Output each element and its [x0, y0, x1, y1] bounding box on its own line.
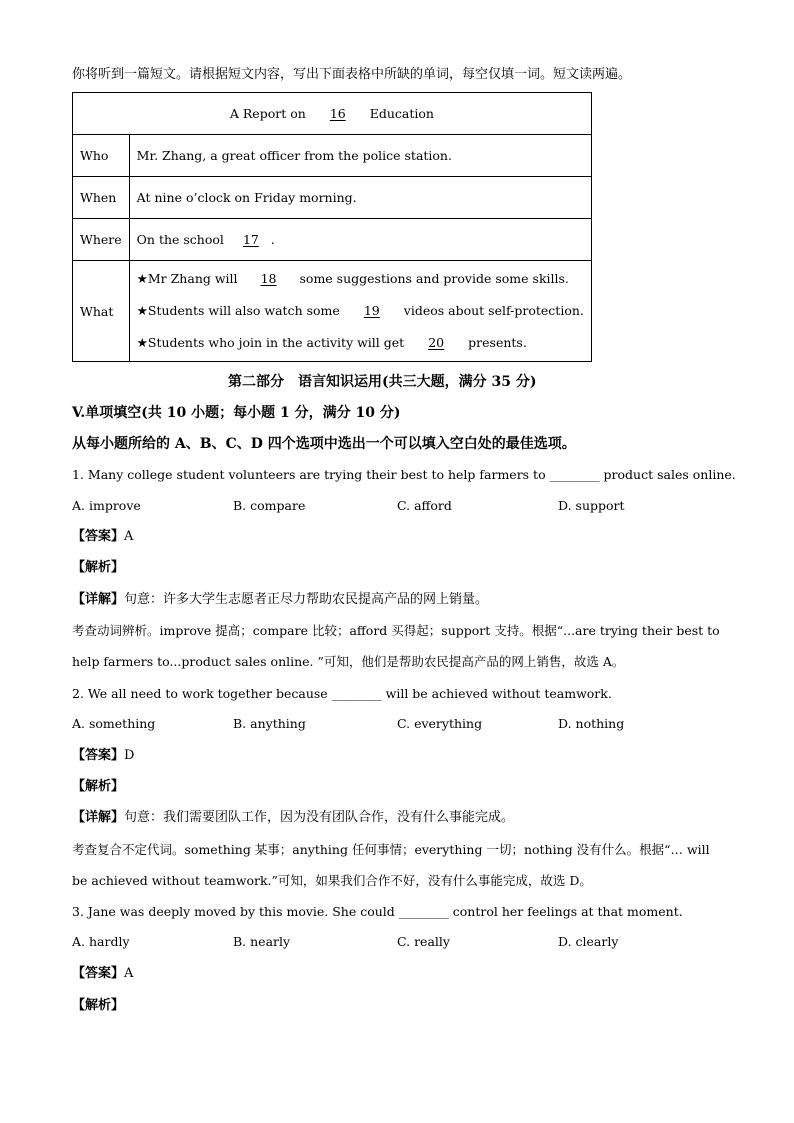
q3-answer: 【答案】A — [72, 966, 134, 981]
q2-explain-2: be achieved without teamwork.”可知，如果我们合作不好，没有什么事能完成，故选 D。 — [72, 873, 592, 888]
intro-text: 你将听到一篇短文。请根据短文内容，写出下面表格中所缺的单词，每空仅填一词。短文读两遍。 — [72, 67, 632, 82]
when-label: When — [73, 177, 130, 219]
who-text: Mr. Zhang, a great officer from the police station. — [129, 135, 591, 177]
who-label: Who — [73, 135, 130, 177]
q2-options — [72, 716, 692, 734]
what-line-1: ★Mr Zhang will 18 some suggestions and provide some skills. — [137, 263, 584, 295]
q2-answer: 【答案】D — [72, 748, 135, 763]
table-row-where — [73, 219, 592, 261]
report-table — [72, 92, 592, 362]
table-row-what — [73, 261, 592, 362]
q1-explain-1: 考查动词辨析。improve 提高；compare 比较；afford 买得起；support 支持。根据“...are trying their best to — [72, 623, 720, 638]
title-post: Education — [369, 106, 434, 121]
q3-option-c[interactable]: C. really — [397, 934, 450, 949]
blank-17[interactable]: 17 — [242, 232, 259, 247]
q2-analysis-label: 【解析】 — [72, 779, 125, 794]
q1-option-b[interactable]: B. compare — [233, 498, 306, 513]
q1-options — [72, 498, 692, 516]
what-cell — [129, 261, 591, 362]
part2-heading: 第二部分 语言知识运用(共三大题，满分 35 分) — [228, 374, 537, 390]
where-pre: On the school — [136, 232, 224, 247]
q2-stem: 2. We all need to work together because ________ will be achieved without teamwork. — [72, 686, 612, 701]
table-row-who — [73, 135, 592, 177]
q1-option-a[interactable]: A. improve — [72, 498, 141, 513]
q3-option-d[interactable]: D. clearly — [558, 934, 619, 949]
section5-heading: V.单项填空(共 10 小题；每小题 1 分，满分 10 分) — [72, 405, 401, 421]
blank-20[interactable]: 20 — [428, 335, 445, 350]
q3-options — [72, 934, 692, 952]
where-cell — [129, 219, 591, 261]
blank-19[interactable]: 19 — [363, 303, 380, 318]
table-row-when — [73, 177, 592, 219]
blank-18[interactable]: 18 — [260, 271, 277, 286]
what-label: What — [73, 261, 130, 362]
q1-detail: 【详解】句意：许多大学生志愿者正尽力帮助农民提高产品的网上销量。 — [72, 592, 489, 607]
q2-option-c[interactable]: C. everything — [397, 716, 483, 731]
instruction-text: 从每小题所给的 A、B、C、D 四个选项中选出一个可以填入空白处的最佳选项。 — [72, 436, 576, 452]
q3-option-b[interactable]: B. nearly — [233, 934, 291, 949]
q3-analysis-label: 【解析】 — [72, 998, 125, 1013]
table-title-cell — [73, 93, 592, 135]
table-title-row — [73, 93, 592, 135]
q1-option-c[interactable]: C. afford — [397, 498, 452, 513]
q2-explain-1: 考查复合不定代词。something 某事；anything 任何事情；everything 一切；nothing 没有什么。根据“… will — [72, 842, 710, 857]
q1-analysis-label: 【解析】 — [72, 560, 125, 575]
q2-option-d[interactable]: D. nothing — [558, 716, 625, 731]
q1-answer: 【答案】A — [72, 529, 134, 544]
q2-option-b[interactable]: B. anything — [233, 716, 306, 731]
q3-stem: 3. Jane was deeply moved by this movie. She could ________ control her feelings at that moment. — [72, 904, 683, 919]
q1-explain-2: help farmers to...product sales online. ”可知，他们是帮助农民提高产品的网上销售，故选 A。 — [72, 654, 625, 669]
q2-option-a[interactable]: A. something — [72, 716, 156, 731]
when-text: At nine o’clock on Friday morning. — [129, 177, 591, 219]
what-line-3: ★Students who join in the activity will get 20 presents. — [137, 327, 584, 359]
q3-option-a[interactable]: A. hardly — [72, 934, 130, 949]
title-pre: A Report on — [229, 106, 306, 121]
q2-detail: 【详解】句意：我们需要团队工作，因为没有团队合作，没有什么事能完成。 — [72, 810, 515, 825]
blank-16[interactable]: 16 — [329, 106, 346, 121]
q1-option-d[interactable]: D. support — [558, 498, 625, 513]
q1-stem: 1. Many college student volunteers are trying their best to help farmers to ________ product sales online. — [72, 467, 736, 482]
what-line-2: ★Students will also watch some 19 videos about self-protection. — [137, 295, 584, 327]
where-post: . — [270, 232, 275, 247]
where-label: Where — [73, 219, 130, 261]
